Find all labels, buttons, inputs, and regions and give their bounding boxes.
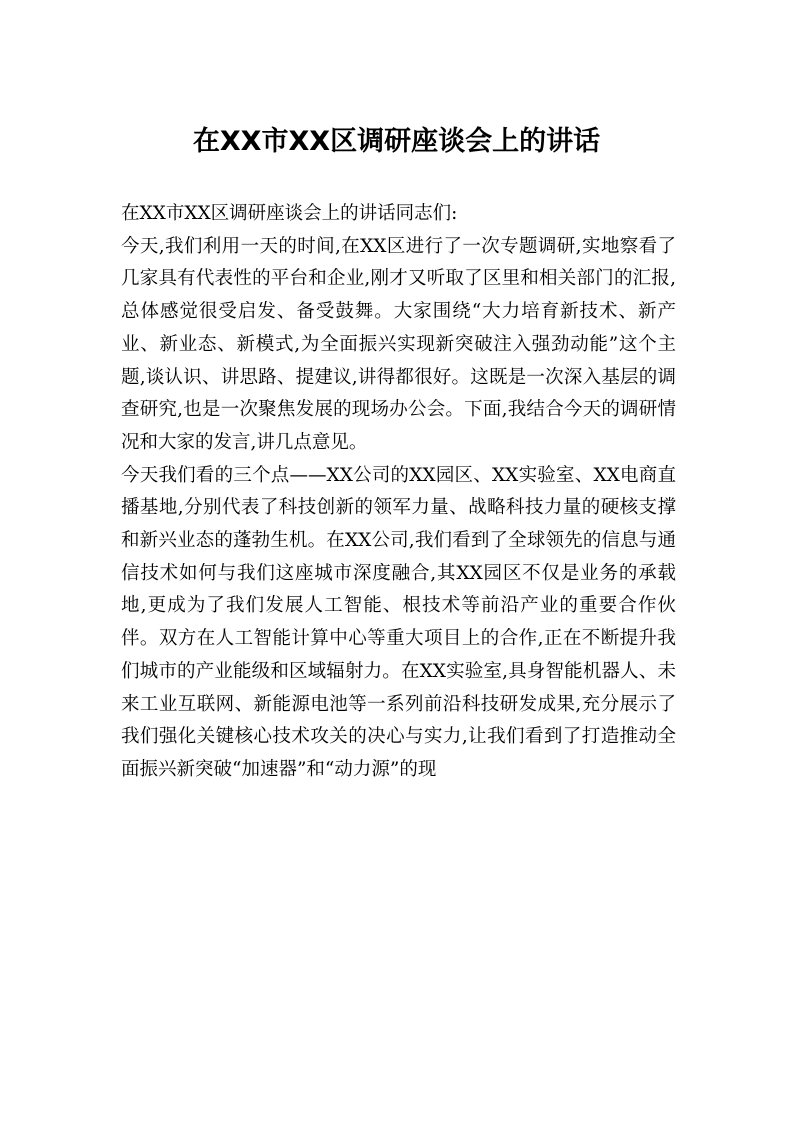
document-title: 在XX市XX区调研座谈会上的讲话	[192, 126, 601, 157]
document-body	[121, 198, 676, 787]
paragraph-salutation: 在XX市XX区调研座谈会上的讲话同志们:	[121, 203, 458, 224]
paragraph-introduction: 今天,我们利用一天的时间,在XX区进行了一次专题调研,实地察看了几家具有代表性的平台和企业,刚才又听取了区里和相关部门的汇报,总体感觉很受启发、备受鼓舞。大家围绕“大力培育新技术、新产业、新业态、新模式,为全面振兴实现新突破注入强劲动能”这个主题,谈认识、讲思路、提建议,讲得都很好。这既是一次深入基层的调查研究,也是一次聚焦发展的现场办公会。下面,我结合今天的调研情况和大家的发言,讲几点意见。	[121, 235, 676, 453]
paragraph-site-visits: 今天我们看的三个点——XX公司的XX园区、XX实验室、XX电商直播基地,分别代表了科技创新的领军力量、战略科技力量的硬核支撑和新兴业态的蓬勃生机。在XX公司,我们看到了全球领先的信息与通信技术如何与我们这座城市深度融合,其XX园区不仅是业务的承载地,更成为了我们发展人工智能、根技术等前沿产业的重要合作伙伴。双方在人工智能计算中心等重大项目上的合作,正在不断提升我们城市的产业能级和区域辐射力。在XX实验室,具身智能机器人、未来工业互联网、新能源电池等一系列前沿科技研发成果,充分展示了我们强化关键核心技术攻关的决心与实力,让我们看到了打造推动全面振兴新突破“加速器”和“动力源”的现	[121, 464, 676, 780]
